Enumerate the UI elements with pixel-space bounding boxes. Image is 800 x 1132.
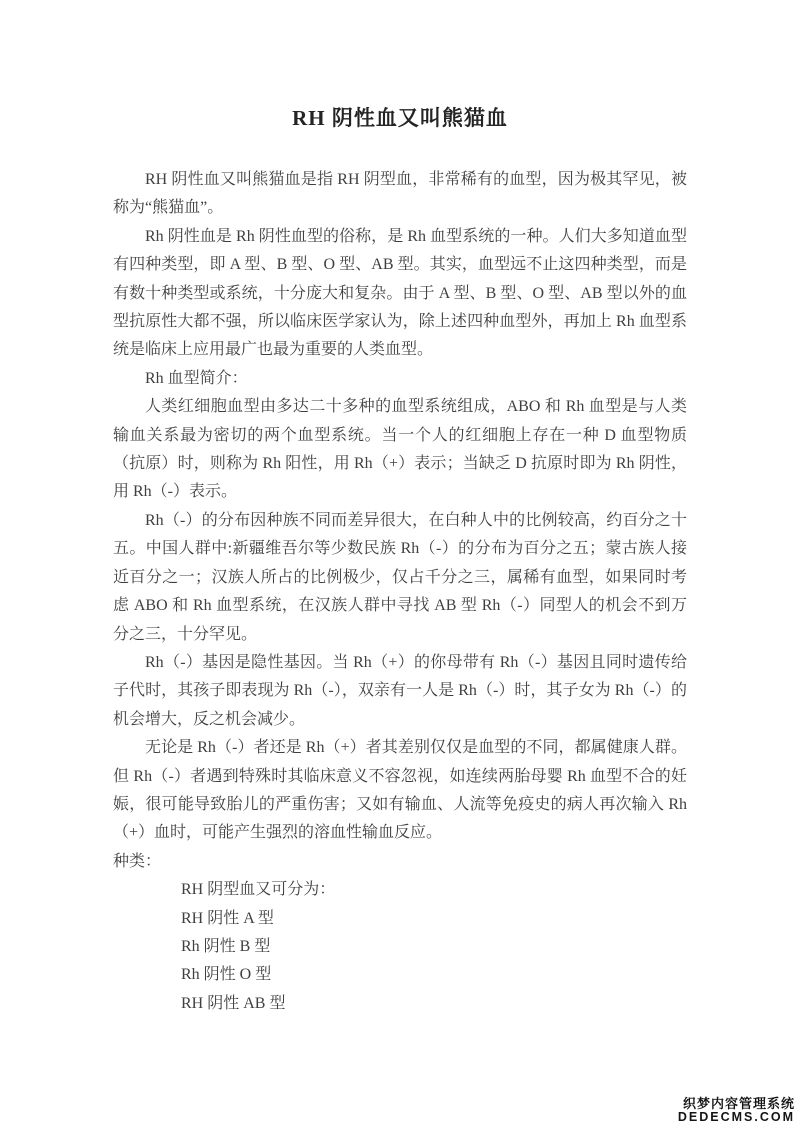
- paragraph-gene: Rh（-）基因是隐性基因。当 Rh（+）的你母带有 Rh（-）基因且同时遗传给子代时，其孩子即表现为 Rh（-），双亲有一人是 Rh（-）时，其子女为 Rh（-）的机会增大，反之机会减少。: [113, 653, 687, 728]
- paragraph-rh-system: 人类红细胞血型由多达二十多种的血型系统组成，ABO 和 Rh 血型是与人类输血关系最为密切的两个血型系统。当一个人的红细胞上存在一种 D 血型物质（抗原）时，则称为 Rh 阳性，用 Rh（+）表示；当缺乏 D 抗原时即为 Rh 阴性，用 Rh（-）表示。: [113, 398, 687, 501]
- watermark: [678, 1097, 795, 1124]
- paragraph-distribution: Rh（-）的分布因种族不同而差异很大，在白种人中的比例较高，约百分之十五。中国人群中:新疆维吾尔等少数民族 Rh（-）的分布为百分之五；蒙古族人接近百分之一；汉族人所占的比例极少，仅占千分之三，属稀有血型，如果同时考虑 ABO 和 Rh 血型系统，在汉族人群中寻找 AB 型 Rh（-）同型人的机会不到万分之三，十分罕见。: [113, 511, 687, 643]
- watermark-en-text: DEDECMS.COM: [677, 1110, 795, 1124]
- paragraph-intro: RH 阴性血又叫熊猫血是指 RH 阴型血，非常稀有的血型，因为极其罕见，被称为“熊猫血”。: [113, 171, 687, 217]
- list-item-type-o: Rh 阴性 O 型: [181, 966, 272, 984]
- paragraph-clinical: 无论是 Rh（-）者还是 Rh（+）者其差别仅仅是血型的不同，都属健康人群。但 Rh（-）者遇到特殊时其临床意义不容忽视，如连续两胎母婴 Rh 血型不合的妊娠，很可能导致胎儿的严重伤害；又如有输血、人流等免疫史的病人再次输入 Rh（+）血时，可能产生强烈的溶血性输血反应。: [113, 739, 687, 842]
- section-label-types: 种类：: [113, 852, 162, 870]
- paragraph-section-heading-rh-intro: Rh 血型简介：: [145, 369, 248, 387]
- document-title: RH 阴性血又叫熊猫血: [292, 106, 508, 130]
- list-item-type-a: RH 阴性 A 型: [181, 909, 274, 927]
- paragraph-overview: Rh 阴性血是 Rh 阴性血型的俗称，是 Rh 血型系统的一种。人们大多知道血型有四种类型，即 A 型、B 型、O 型、AB 型。其实，血型远不止这四种类型，而是有数十种类型或系统，十分庞大和复杂。由于 A 型、B 型、O 型、AB 型以外的血型抗原性大都不强，所以临床医学家认为，除上述四种血型外，再加上 Rh 血型系统是临床上应用最广也最为重要的人类血型。: [113, 227, 687, 359]
- watermark-cn-text: 织梦内容管理系统: [682, 1096, 795, 1111]
- list-intro: RH 阴型血又可分为：: [181, 881, 336, 899]
- blood-type-list: [113, 876, 687, 1018]
- list-item-type-ab: RH 阴性 AB 型: [181, 994, 286, 1012]
- list-item-type-b: Rh 阴性 B 型: [181, 937, 271, 955]
